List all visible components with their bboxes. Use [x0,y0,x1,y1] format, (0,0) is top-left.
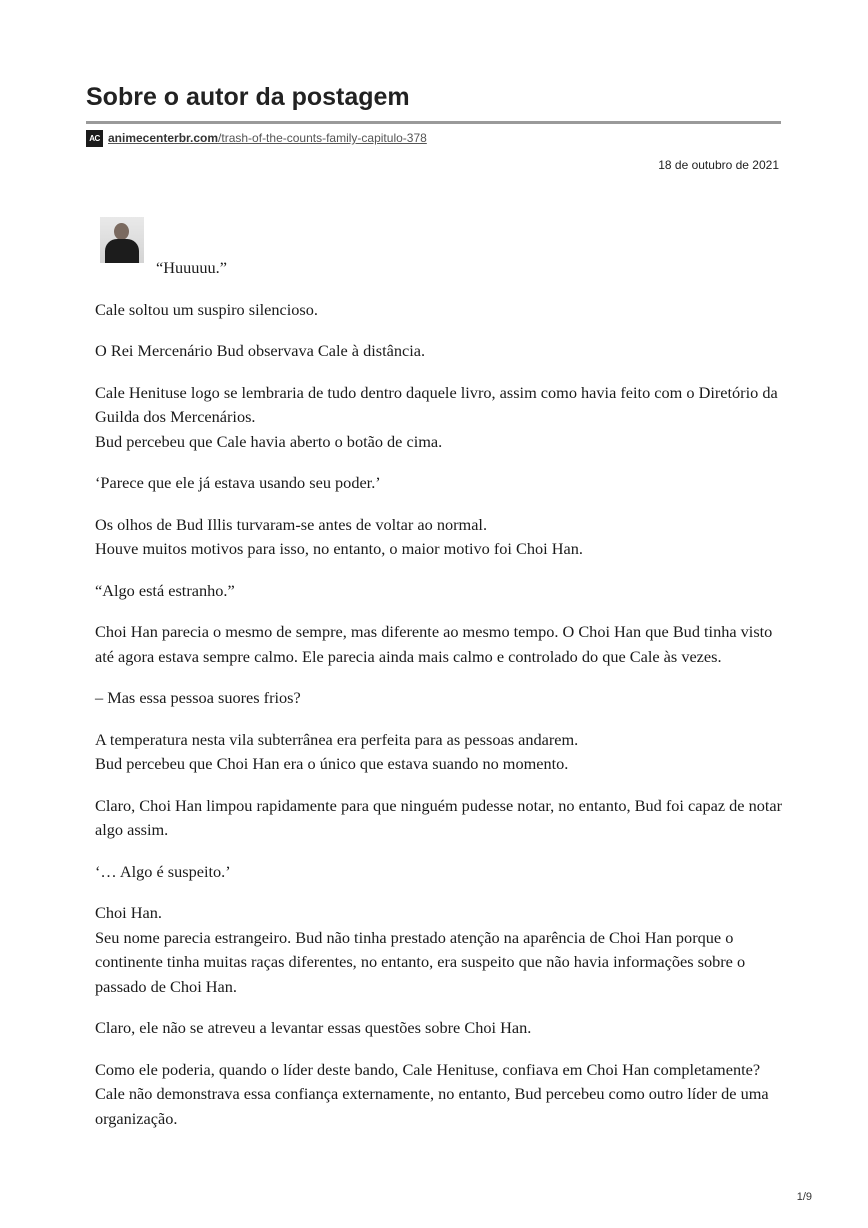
paragraph-line: Cale Henituse logo se lembraria de tudo dentro daquele livro, assim como havia feito com o Diretório da Guilda dos Mercenários. [95,382,778,426]
article-paragraph [95,620,785,669]
paragraph-line: ‘… Algo é suspeito.’ [95,861,231,881]
article-paragraph [95,860,785,885]
post-date: 18 de outubro de 2021 [658,158,779,172]
article-paragraph [95,1016,785,1041]
article-paragraph [95,794,785,843]
paragraph-line: “Huuuuu.” [156,258,227,277]
paragraph-line: Claro, Choi Han limpou rapidamente para que ninguém pudesse notar, no entanto, Bud foi capaz de notar algo assim. [95,795,783,839]
title-divider [86,121,781,124]
paragraph-line: Cale soltou um suspiro silencioso. [95,299,318,319]
article-paragraph [95,256,785,281]
article-body [95,256,785,1148]
paragraph-line: Bud percebeu que Cale havia aberto o botão de cima. [95,431,443,451]
paragraph-line: O Rei Mercenário Bud observava Cale à distância. [95,341,426,360]
page-title: Sobre o autor da postagem [86,83,410,111]
paragraph-line: Choi Han parecia o mesmo de sempre, mas diferente ao mesmo tempo. O Choi Han que Bud tinha visto até agora estava sempre calmo. Ele parecia ainda mais calmo e controlado do que Cale às vezes. [95,622,773,666]
article-paragraph [95,513,785,562]
paragraph-line: Como ele poderia, quando o líder deste bando, Cale Henituse, confiava em Choi Han completamente? Cale não demonstrava essa confiança externamente, no entanto, Bud percebeu como outro líder de uma organização. [95,1059,769,1128]
paragraph-line: Choi Han. [95,903,162,922]
article-paragraph [95,579,785,604]
article-paragraph [95,471,785,496]
article-paragraph [95,686,785,711]
paragraph-line: ‘Parece que ele já estava usando seu poder.’ [95,473,381,492]
source-path: /trash-of-the-counts-family-capitulo-378 [218,131,427,145]
paragraph-line: Os olhos de Bud Illis turvaram-se antes de voltar ao normal. [95,514,488,534]
paragraph-line: Seu nome parecia estrangeiro. Bud não tinha prestado atenção na aparência de Choi Han porque o continente tinha muitas raças diferentes, no entanto, era suspeito que não havia informações sobre o passado de Choi Han. [95,927,746,996]
site-logo-icon: AC [86,130,103,147]
article-paragraph [95,339,785,364]
page-number: 1/9 [796,1191,812,1203]
article-paragraph [95,901,785,999]
source-link[interactable] [108,131,427,145]
article-paragraph [95,381,785,455]
source-line [86,129,427,147]
paragraph-line: A temperatura nesta vila subterrânea era perfeita para as pessoas andarem. [95,729,579,749]
article-paragraph [95,728,785,777]
article-paragraph [95,298,785,323]
paragraph-line: Claro, ele não se atreveu a levantar essas questões sobre Choi Han. [95,1018,532,1037]
paragraph-line: “Algo está estranho.” [95,580,235,600]
paragraph-line: Bud percebeu que Choi Han era o único que estava suando no momento. [95,754,569,773]
paragraph-line: – Mas essa pessoa suores frios? [95,688,301,707]
source-domain: animecenterbr.com [108,131,219,145]
article-paragraph [95,1058,785,1132]
paragraph-line: Houve muitos motivos para isso, no entanto, o maior motivo foi Choi Han. [95,539,583,558]
